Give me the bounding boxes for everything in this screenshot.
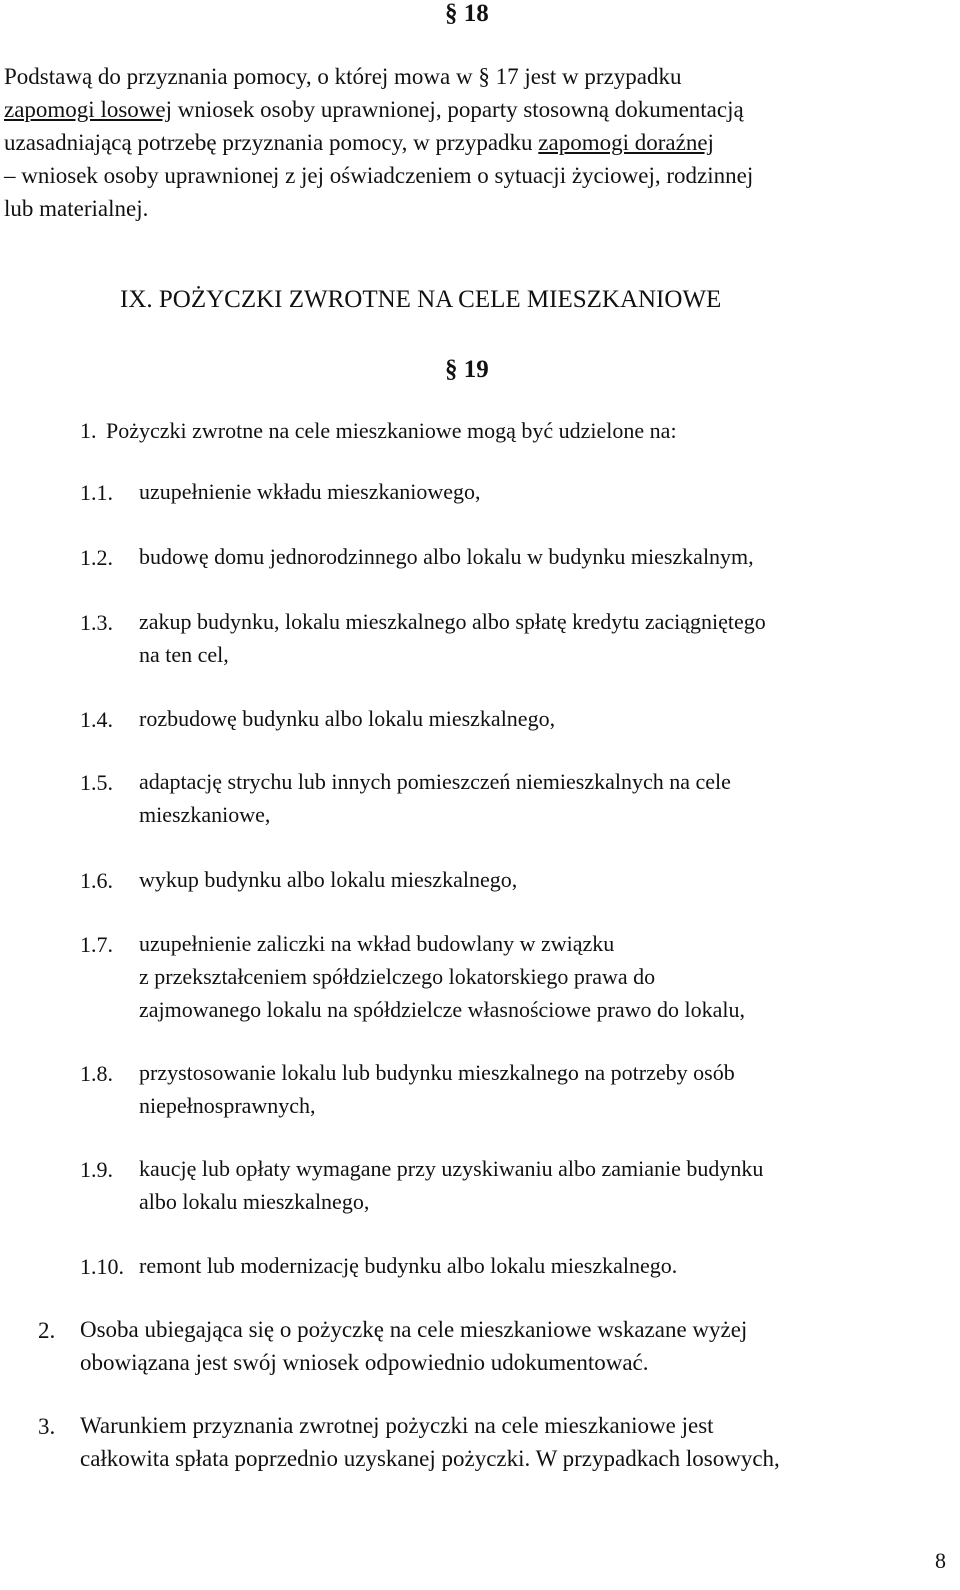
item-1-6-text [139, 863, 943, 896]
intro-line-4: – wniosek osoby uprawnionej z jej oświadczeniem o sytuacji życiowej, rodzinnej [4, 163, 754, 188]
item-1-7-line-1: uzupełnienie zaliczki na wkład budowlany w związku [139, 931, 615, 956]
intro-line-1: Podstawą do przyznania pomocy, o której mowa w § 17 jest w przypadku [4, 64, 682, 89]
item-1-7-number: 1.7. [80, 932, 113, 957]
item-1-3-number: 1.3. [80, 610, 113, 635]
section-18-title: § 18 [445, 0, 489, 27]
item-1-7-text [139, 927, 943, 1026]
item-1-4-line: rozbudowę budynku albo lokalu mieszkalnego, [139, 706, 556, 731]
item-1-6-number: 1.6. [80, 868, 113, 893]
paragraph-2-line-2: obowiązana jest swój wniosek odpowiednio udokumentować. [80, 1350, 649, 1375]
item-1-3-line-1: zakup budynku, lokalu mieszkalnego albo spłatę kredytu zaciągniętego [139, 609, 766, 634]
section-18-paragraph [4, 60, 946, 225]
section-19-title: § 19 [445, 356, 489, 383]
page-number: 8 [935, 1548, 946, 1573]
item-1-8-line-1: przystosowanie lokalu lub budynku mieszkalnego na potrzeby osób [139, 1060, 735, 1085]
item-1-3-line-2: na ten cel, [139, 642, 229, 667]
item-1-3-text [139, 605, 943, 671]
item-1-4-text [139, 702, 943, 735]
item-1-5-number: 1.5. [80, 770, 113, 795]
intro-line-2-rest: wniosek osoby uprawnionej, poparty stosowną dokumentacją [172, 97, 744, 122]
intro-line-5: lub materialnej. [4, 196, 149, 221]
item-1-1-text [139, 475, 943, 508]
item-1-10-line: remont lub modernizację budynku albo lokalu mieszkalnego. [139, 1253, 678, 1278]
item-1-5-text [139, 765, 943, 831]
item-1-7-line-2: z przekształceniem spółdzielczego lokatorskiego prawa do [139, 964, 656, 989]
intro-line-2 [4, 93, 946, 126]
chapter-heading: IX. POŻYCZKI ZWROTNE NA CELE MIESZKANIOWE [120, 286, 722, 313]
item-1-7-line-3: zajmowanego lokalu na spółdzielcze własnościowe prawo do lokalu, [139, 997, 746, 1022]
paragraph-3-line-1: Warunkiem przyznania zwrotnej pożyczki na cele mieszkaniowe jest [80, 1413, 714, 1438]
paragraph-1-text: Pożyczki zwrotne na cele mieszkaniowe mogą być udzielone na: [106, 418, 677, 443]
item-1-10-text [139, 1249, 943, 1282]
link-zapomoga-losowa: zapomogi losowej [4, 97, 172, 122]
item-1-1-number: 1.1. [80, 480, 113, 505]
item-1-8-line-2: niepełnosprawnych, [139, 1093, 316, 1118]
item-1-9-line-1: kaucję lub opłaty wymagane przy uzyskiwaniu albo zamianie budynku [139, 1156, 764, 1181]
paragraph-3-number: 3. [38, 1414, 56, 1439]
intro-line-3 [4, 126, 946, 159]
paragraph-1-number: 1. [80, 418, 97, 443]
link-zapomoga-dorazna: zapomogi doraźnej [538, 130, 714, 155]
paragraph-3-line-2: całkowita spłata poprzednio uzyskanej pożyczki. W przypadkach losowych, [80, 1446, 780, 1471]
item-1-1-line: uzupełnienie wkładu mieszkaniowego, [139, 479, 481, 504]
item-1-10-number: 1.10. [80, 1254, 124, 1279]
paragraph-2-number: 2. [38, 1318, 56, 1343]
item-1-9-text [139, 1152, 943, 1218]
item-1-8-number: 1.8. [80, 1061, 113, 1086]
item-1-2-text [139, 540, 943, 573]
item-1-5-line-1: adaptację strychu lub innych pomieszczeń niemieszkalnych na cele [139, 769, 731, 794]
intro-line-3-pre: uzasadniającą potrzebę przyznania pomocy, w przypadku [4, 130, 539, 155]
item-1-2-line: budowę domu jednorodzinnego albo lokalu w budynku mieszkalnym, [139, 544, 754, 569]
item-1-9-number: 1.9. [80, 1157, 113, 1182]
item-1-6-line: wykup budynku albo lokalu mieszkalnego, [139, 867, 518, 892]
item-1-9-line-2: albo lokalu mieszkalnego, [139, 1189, 370, 1214]
paragraph-2-line-1: Osoba ubiegająca się o pożyczkę na cele mieszkaniowe wskazane wyżej [80, 1317, 748, 1342]
paragraph-2-text [80, 1313, 944, 1379]
item-1-2-number: 1.2. [80, 545, 113, 570]
item-1-5-line-2: mieszkaniowe, [139, 802, 271, 827]
item-1-8-text [139, 1056, 943, 1122]
item-1-4-number: 1.4. [80, 707, 113, 732]
paragraph-3-text [80, 1409, 944, 1475]
